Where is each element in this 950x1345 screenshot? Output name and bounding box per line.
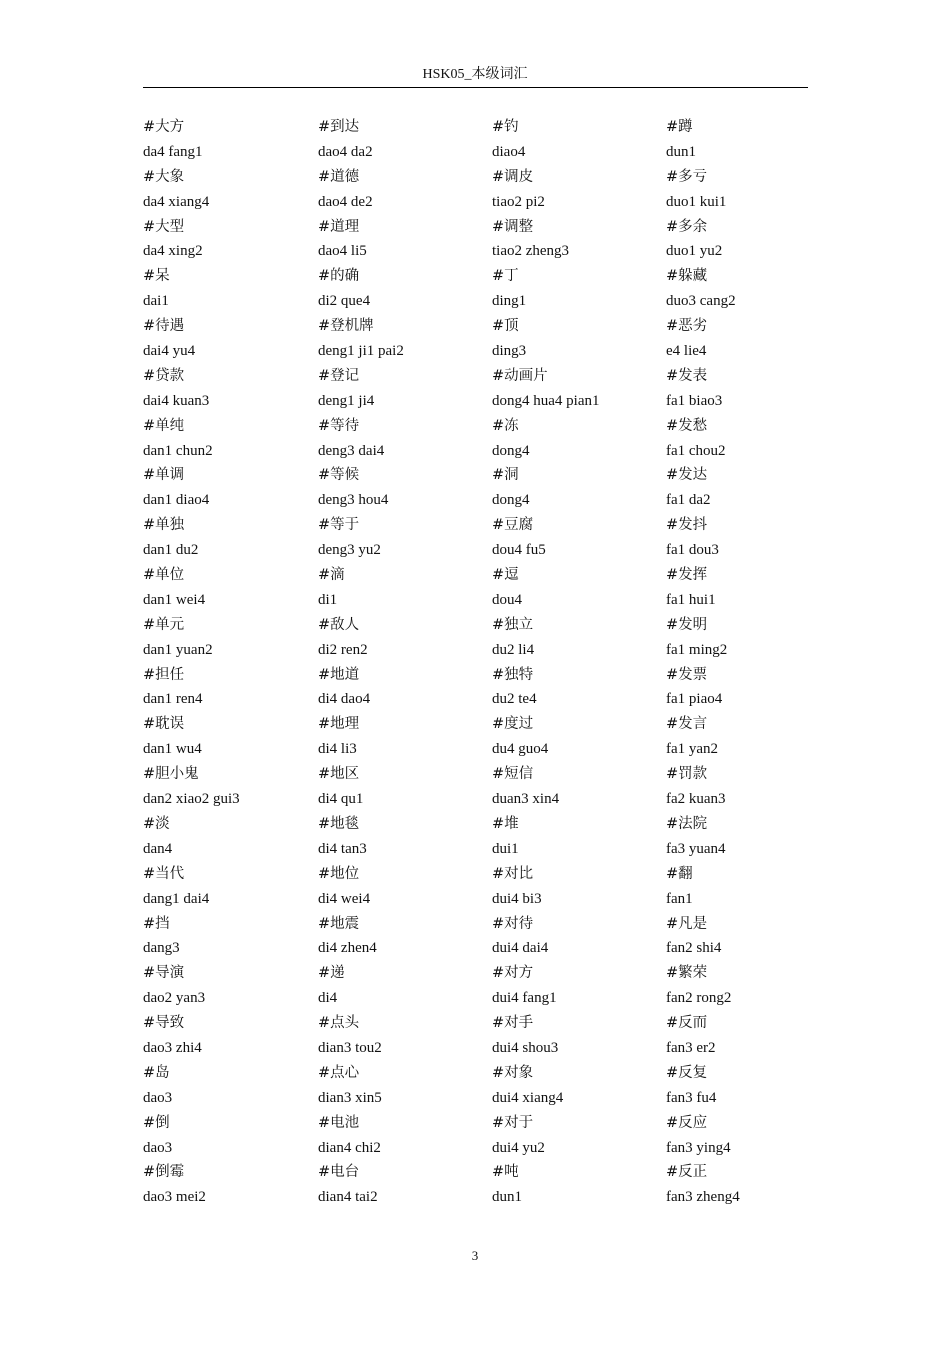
vocab-entry: [143, 762, 318, 812]
vocab-word: #滴: [318, 567, 345, 584]
vocab-entry: [666, 1160, 841, 1210]
vocab-entry: [143, 613, 318, 663]
vocab-word: #导演: [143, 965, 185, 982]
vocab-entry: [666, 115, 841, 165]
vocab-entry: [666, 264, 841, 314]
vocab-pinyin: di4 li3: [318, 741, 357, 758]
vocab-word: #道理: [318, 218, 360, 235]
vocab-pinyin: dui1: [492, 840, 519, 857]
vocab-pinyin: dao2 yan3: [143, 990, 206, 1007]
vocab-word: #发愁: [666, 417, 708, 434]
vocab-entry: [143, 1061, 318, 1111]
vocab-entry: [666, 912, 841, 962]
vocab-word: #等待: [318, 417, 360, 434]
vocab-word: #地震: [318, 915, 360, 932]
vocab-pinyin: duan3 xin4: [492, 791, 560, 808]
vocab-word: #度过: [492, 716, 534, 733]
vocab-entry: [492, 414, 667, 464]
vocab-entry: [492, 165, 667, 215]
vocab-pinyin: di4: [318, 990, 338, 1007]
vocab-entry: [666, 364, 841, 414]
vocab-pinyin: dou4: [492, 591, 522, 608]
vocab-pinyin: fa3 yuan4: [666, 840, 726, 857]
vocab-pinyin: di4 zhen4: [318, 940, 377, 957]
vocab-word: #地道: [318, 666, 360, 683]
vocab-entry: [492, 613, 667, 663]
vocab-pinyin: di4 wei4: [318, 890, 371, 907]
vocab-pinyin: fa1 piao4: [666, 691, 723, 708]
vocab-pinyin: du2 te4: [492, 691, 537, 708]
vocab-pinyin: dao3 zhi4: [143, 1039, 202, 1056]
vocab-pinyin: dui4 dai4: [492, 940, 549, 957]
vocab-word: #动画片: [492, 367, 548, 384]
page-number: 3: [471, 1248, 479, 1263]
vocab-entry: [318, 165, 493, 215]
vocab-pinyin: deng3 hou4: [318, 492, 389, 509]
vocab-word: #躲藏: [666, 268, 708, 285]
vocab-entry: [318, 414, 493, 464]
vocab-pinyin: di1: [318, 591, 338, 608]
vocab-entry: [318, 563, 493, 613]
vocab-word: #发挥: [666, 567, 708, 584]
vocab-pinyin: dan1 wu4: [143, 741, 202, 758]
vocab-pinyin: dan1 yuan2: [143, 641, 213, 658]
vocab-pinyin: fa1 dou3: [666, 542, 719, 559]
vocab-entry: [143, 712, 318, 762]
vocab-entry: [143, 1160, 318, 1210]
vocab-pinyin: duo1 kui1: [666, 193, 727, 210]
vocab-entry: [143, 364, 318, 414]
vocab-pinyin: fa1 biao3: [666, 392, 723, 409]
vocab-entry: [492, 812, 667, 862]
vocab-pinyin: dong4 hua4 pian1: [492, 392, 600, 409]
vocab-word: #反而: [666, 1015, 708, 1032]
vocab-pinyin: fan3 ying4: [666, 1139, 731, 1156]
vocab-pinyin: dian4 chi2: [318, 1139, 381, 1156]
vocab-pinyin: fa1 chou2: [666, 442, 726, 459]
vocab-entry: [666, 961, 841, 1011]
vocab-pinyin: ding1: [492, 293, 527, 310]
vocab-entry: [318, 762, 493, 812]
vocab-pinyin: dan4: [143, 840, 173, 857]
vocab-entry: [318, 862, 493, 912]
vocab-word: #的确: [318, 268, 360, 285]
vocab-pinyin: da4 xing2: [143, 243, 203, 260]
vocab-word: #翻: [666, 865, 693, 882]
vocab-entry: [666, 613, 841, 663]
vocab-word: #挡: [143, 915, 170, 932]
vocab-word: #反应: [666, 1114, 708, 1131]
vocab-word: #对于: [492, 1114, 534, 1131]
vocab-entry: [666, 1011, 841, 1061]
vocabulary-column-3: [492, 115, 667, 1210]
vocab-word: #繁荣: [666, 965, 708, 982]
vocab-entry: [143, 862, 318, 912]
vocab-entry: [492, 1111, 667, 1161]
vocab-word: #地理: [318, 716, 360, 733]
vocab-entry: [318, 613, 493, 663]
vocabulary-column-1: [143, 115, 318, 1210]
vocab-entry: [492, 862, 667, 912]
vocab-entry: [143, 414, 318, 464]
vocabulary-column-2: [318, 115, 493, 1210]
vocab-word: #蹲: [666, 119, 693, 135]
vocab-word: #独立: [492, 616, 534, 633]
vocab-entry: [318, 1160, 493, 1210]
vocab-word: #登机牌: [318, 318, 374, 335]
vocab-word: #点心: [318, 1064, 360, 1081]
vocab-entry: [666, 215, 841, 265]
vocab-word: #地位: [318, 865, 360, 882]
vocab-word: #对方: [492, 965, 534, 982]
vocab-entry: [143, 215, 318, 265]
vocab-entry: [143, 961, 318, 1011]
vocab-pinyin: deng3 dai4: [318, 442, 385, 459]
vocab-entry: [318, 1011, 493, 1061]
vocab-pinyin: di4 dao4: [318, 691, 371, 708]
vocab-entry: [143, 663, 318, 713]
vocab-word: #凡是: [666, 915, 708, 932]
vocab-pinyin: dian3 tou2: [318, 1039, 382, 1056]
vocab-entry: [492, 1061, 667, 1111]
vocab-word: #待遇: [143, 318, 185, 335]
vocab-pinyin: dong4: [492, 442, 530, 459]
vocab-entry: [492, 961, 667, 1011]
vocab-pinyin: di4 qu1: [318, 791, 364, 808]
vocab-pinyin: dun1: [492, 1189, 522, 1206]
vocab-word: #单位: [143, 567, 185, 584]
vocab-pinyin: dao3: [143, 1089, 173, 1106]
vocab-pinyin: dian3 xin5: [318, 1089, 382, 1106]
vocab-word: #对比: [492, 865, 534, 882]
vocab-pinyin: fan3 fu4: [666, 1089, 717, 1106]
vocab-word: #地毯: [318, 815, 360, 832]
vocab-pinyin: dao4 li5: [318, 243, 367, 260]
vocab-word: #岛: [143, 1064, 170, 1081]
vocab-pinyin: fan2 rong2: [666, 990, 732, 1007]
vocab-pinyin: di2 ren2: [318, 641, 368, 658]
vocab-entry: [492, 762, 667, 812]
vocab-word: #堆: [492, 815, 519, 832]
vocab-entry: [143, 912, 318, 962]
vocab-pinyin: deng1 ji1 pai2: [318, 343, 404, 360]
vocab-entry: [318, 364, 493, 414]
vocab-entry: [492, 912, 667, 962]
vocab-pinyin: dao3: [143, 1139, 173, 1156]
vocab-word: #倒霉: [143, 1164, 185, 1181]
vocab-entry: [492, 663, 667, 713]
vocab-word: #洞: [492, 467, 519, 484]
vocab-entry: [666, 414, 841, 464]
vocab-word: #地区: [318, 766, 360, 783]
vocab-entry: [318, 115, 493, 165]
vocab-entry: [492, 513, 667, 563]
vocab-word: #独特: [492, 666, 534, 683]
vocab-pinyin: deng1 ji4: [318, 392, 375, 409]
vocab-entry: [666, 165, 841, 215]
vocab-word: #豆腐: [492, 517, 534, 534]
vocab-word: #登记: [318, 367, 360, 384]
vocab-pinyin: dai4 yu4: [143, 343, 196, 360]
vocab-word: #发达: [666, 467, 708, 484]
vocab-word: #倒: [143, 1114, 170, 1131]
vocab-entry: [492, 264, 667, 314]
vocab-entry: [666, 1061, 841, 1111]
vocab-pinyin: dan2 xiao2 gui3: [143, 791, 240, 808]
vocab-pinyin: dao4 da2: [318, 143, 373, 160]
vocab-entry: [666, 1111, 841, 1161]
vocab-entry: [143, 463, 318, 513]
vocab-word: #罚款: [666, 766, 708, 783]
vocab-pinyin: dan1 diao4: [143, 492, 210, 509]
vocab-entry: [666, 762, 841, 812]
vocab-entry: [492, 215, 667, 265]
vocab-word: #恶劣: [666, 318, 708, 335]
vocab-word: #顶: [492, 318, 519, 335]
vocab-word: #电台: [318, 1164, 360, 1181]
vocab-entry: [318, 314, 493, 364]
vocab-entry: [143, 1011, 318, 1061]
vocab-word: #调皮: [492, 168, 534, 185]
vocab-word: #单纯: [143, 417, 185, 434]
vocab-entry: [143, 264, 318, 314]
vocab-pinyin: fa2 kuan3: [666, 791, 726, 808]
vocab-pinyin: da4 fang1: [143, 143, 203, 160]
vocab-entry: [492, 115, 667, 165]
vocab-word: #多余: [666, 218, 708, 235]
vocab-pinyin: ding3: [492, 343, 527, 360]
vocab-word: #敌人: [318, 616, 360, 633]
vocab-word: #反复: [666, 1064, 708, 1081]
vocab-pinyin: diao4: [492, 143, 526, 160]
vocab-word: #法院: [666, 815, 708, 832]
vocab-word: #发言: [666, 716, 708, 733]
vocab-word: #呆: [143, 268, 170, 285]
vocab-word: #耽误: [143, 716, 185, 733]
vocab-pinyin: duo1 yu2: [666, 243, 723, 260]
vocab-pinyin: dian4 tai2: [318, 1189, 378, 1206]
vocab-entry: [666, 513, 841, 563]
vocab-word: #大方: [143, 119, 185, 135]
vocab-entry: [318, 912, 493, 962]
vocab-pinyin: du2 li4: [492, 641, 535, 658]
vocab-pinyin: dan1 du2: [143, 542, 199, 559]
page-header-title: HSK05_本级词汇: [422, 67, 528, 82]
vocab-entry: [666, 314, 841, 364]
vocab-word: #吨: [492, 1164, 519, 1181]
vocab-word: #道德: [318, 168, 360, 185]
vocab-entry: [318, 1111, 493, 1161]
vocab-entry: [318, 264, 493, 314]
vocab-word: #冻: [492, 417, 519, 434]
vocab-pinyin: dong4: [492, 492, 530, 509]
vocab-entry: [666, 812, 841, 862]
vocab-pinyin: dan1 ren4: [143, 691, 203, 708]
vocab-pinyin: deng3 yu2: [318, 542, 381, 559]
vocab-entry: [143, 513, 318, 563]
vocab-pinyin: da4 xiang4: [143, 193, 210, 210]
vocab-pinyin: di2 que4: [318, 293, 371, 310]
vocab-word: #发表: [666, 367, 708, 384]
vocab-entry: [666, 463, 841, 513]
vocab-word: #递: [318, 965, 345, 982]
vocab-pinyin: dai4 kuan3: [143, 392, 210, 409]
vocab-pinyin: fan2 shi4: [666, 940, 722, 957]
vocab-word: #对待: [492, 915, 534, 932]
vocab-pinyin: dao3 mei2: [143, 1189, 206, 1206]
vocab-entry: [492, 364, 667, 414]
vocab-pinyin: di4 tan3: [318, 840, 367, 857]
vocab-word: #发抖: [666, 517, 708, 534]
vocab-entry: [318, 215, 493, 265]
vocab-pinyin: fa1 hui1: [666, 591, 716, 608]
vocab-pinyin: du4 guo4: [492, 741, 549, 758]
vocab-entry: [666, 712, 841, 762]
vocab-entry: [666, 663, 841, 713]
vocab-pinyin: fa1 yan2: [666, 741, 719, 758]
vocab-word: #反正: [666, 1164, 708, 1181]
vocab-pinyin: fan3 er2: [666, 1039, 716, 1056]
vocab-word: #短信: [492, 766, 534, 783]
vocab-word: #发票: [666, 666, 708, 683]
vocab-word: #发明: [666, 616, 708, 633]
vocab-word: #淡: [143, 815, 170, 832]
vocab-word: #单独: [143, 517, 185, 534]
vocab-entry: [318, 961, 493, 1011]
vocab-word: #对手: [492, 1015, 534, 1032]
vocab-entry: [143, 165, 318, 215]
vocab-entry: [492, 1011, 667, 1061]
vocab-entry: [143, 115, 318, 165]
vocab-pinyin: dan1 chun2: [143, 442, 213, 459]
vocab-pinyin: fan3 zheng4: [666, 1189, 740, 1206]
vocab-pinyin: dui4 bi3: [492, 890, 542, 907]
vocab-pinyin: dang3: [143, 940, 180, 957]
vocab-pinyin: dui4 yu2: [492, 1139, 545, 1156]
vocab-pinyin: fa1 ming2: [666, 641, 728, 658]
vocab-pinyin: duo3 cang2: [666, 293, 736, 310]
vocab-entry: [143, 563, 318, 613]
vocab-word: #逗: [492, 567, 519, 584]
vocab-word: #等于: [318, 517, 360, 534]
vocab-entry: [318, 663, 493, 713]
vocab-word: #大象: [143, 168, 185, 185]
vocab-pinyin: dun1: [666, 143, 696, 160]
vocab-word: #单调: [143, 467, 185, 484]
vocab-pinyin: fan1: [666, 890, 693, 907]
vocab-entry: [143, 314, 318, 364]
vocab-entry: [492, 712, 667, 762]
vocab-pinyin: dao4 de2: [318, 193, 373, 210]
vocab-entry: [318, 712, 493, 762]
header-divider: [143, 87, 808, 88]
vocab-pinyin: dui4 shou3: [492, 1039, 559, 1056]
vocab-entry: [318, 1061, 493, 1111]
vocab-word: #贷款: [143, 367, 185, 384]
vocab-word: #钓: [492, 119, 519, 135]
vocab-pinyin: fa1 da2: [666, 492, 711, 509]
vocab-word: #到达: [318, 119, 360, 135]
vocab-entry: [143, 812, 318, 862]
vocab-pinyin: dang1 dai4: [143, 890, 210, 907]
vocab-word: #单元: [143, 616, 185, 633]
vocab-pinyin: dui4 fang1: [492, 990, 557, 1007]
vocab-word: #等候: [318, 467, 360, 484]
vocab-entry: [318, 463, 493, 513]
vocab-word: #电池: [318, 1114, 360, 1131]
vocab-word: #担任: [143, 666, 185, 683]
vocab-entry: [666, 563, 841, 613]
vocab-pinyin: dui4 xiang4: [492, 1089, 564, 1106]
vocab-entry: [492, 463, 667, 513]
vocab-entry: [492, 1160, 667, 1210]
vocab-entry: [492, 314, 667, 364]
vocab-word: #当代: [143, 865, 185, 882]
vocab-word: #导致: [143, 1015, 185, 1032]
vocab-entry: [318, 513, 493, 563]
vocab-word: #对象: [492, 1064, 534, 1081]
vocab-pinyin: dan1 wei4: [143, 591, 206, 608]
vocabulary-column-4: [666, 115, 841, 1210]
vocab-entry: [492, 563, 667, 613]
vocab-pinyin: dai1: [143, 293, 169, 310]
vocab-word: #点头: [318, 1015, 360, 1032]
vocab-word: #多亏: [666, 168, 708, 185]
vocab-word: #调整: [492, 218, 534, 235]
vocab-entry: [666, 862, 841, 912]
vocab-entry: [143, 1111, 318, 1161]
vocab-word: #胆小鬼: [143, 766, 199, 783]
vocab-pinyin: tiao2 zheng3: [492, 243, 570, 260]
vocab-pinyin: tiao2 pi2: [492, 193, 545, 210]
vocab-word: #大型: [143, 218, 185, 235]
vocab-entry: [318, 812, 493, 862]
vocab-pinyin: e4 lie4: [666, 343, 707, 360]
vocab-word: #丁: [492, 268, 519, 285]
vocabulary-list: [143, 115, 843, 1215]
vocab-pinyin: dou4 fu5: [492, 542, 546, 559]
